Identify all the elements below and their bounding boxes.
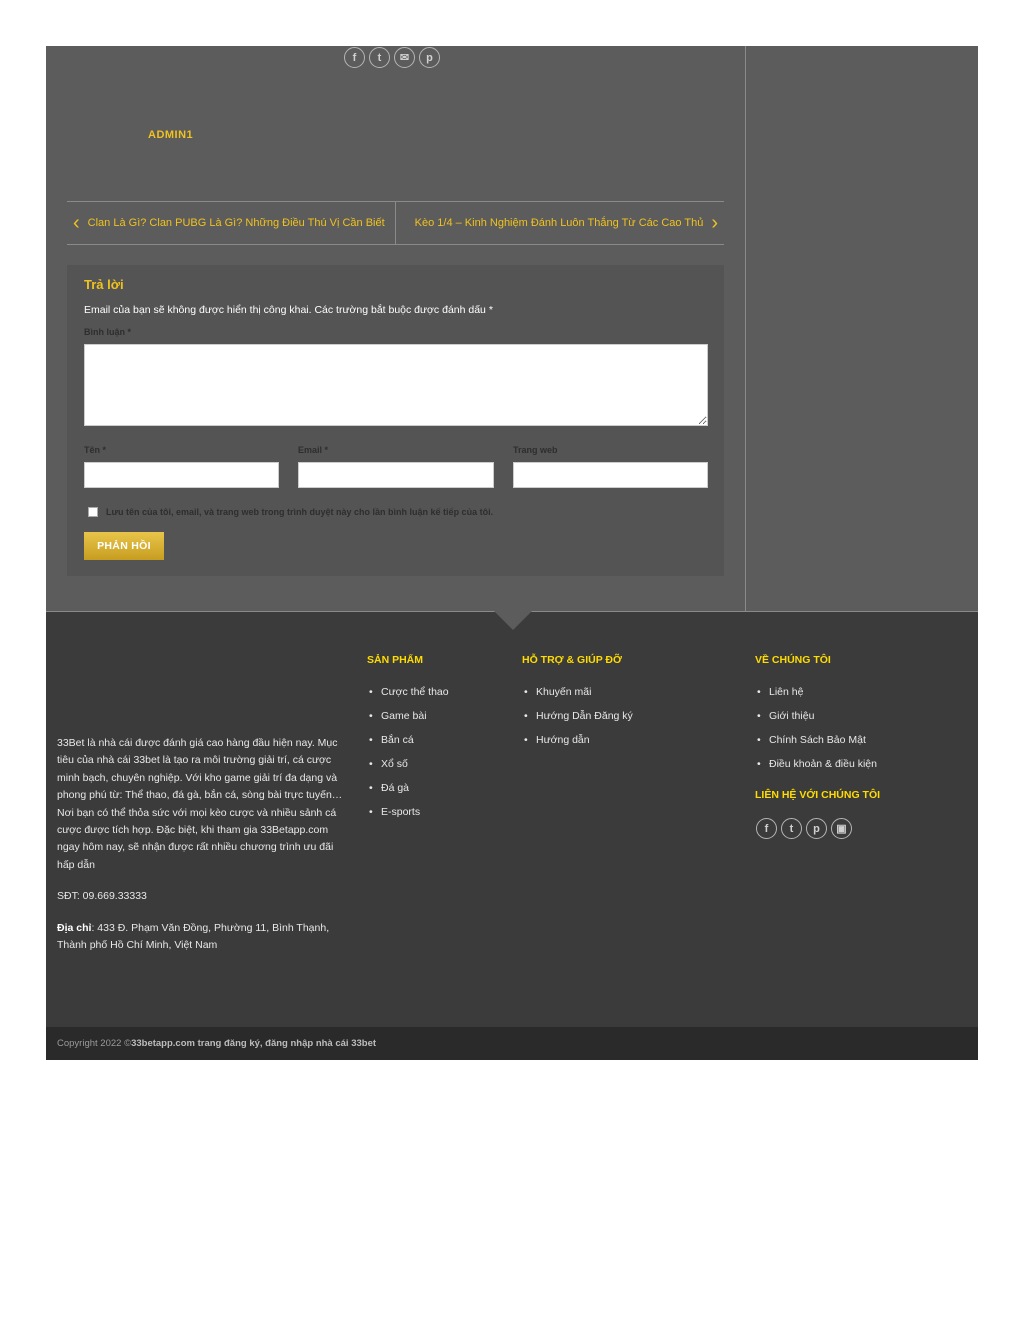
- about-us-item[interactable]: • Giới thiệu: [755, 708, 877, 732]
- main-area: [46, 46, 978, 611]
- support-list: [522, 684, 633, 756]
- prev-post-link[interactable]: [67, 202, 396, 244]
- reply-title: Trả lời: [84, 277, 124, 292]
- website-label: Trang web: [513, 445, 558, 455]
- name-input[interactable]: [84, 462, 279, 488]
- products-item[interactable]: • Xổ số: [367, 756, 449, 780]
- copyright-site-link[interactable]: 33betapp.com trang đăng ký, đăng nhập nhà cái 33bet: [131, 1038, 377, 1049]
- about-us-item[interactable]: • Điều khoản & điều kiện: [755, 756, 877, 780]
- email-input[interactable]: [298, 462, 494, 488]
- cookie-consent[interactable]: [88, 507, 493, 517]
- facebook-icon[interactable]: f: [344, 47, 365, 68]
- facebook-icon[interactable]: f: [756, 818, 777, 839]
- support-title: HỖ TRỢ & GIÚP ĐỠ: [522, 654, 622, 666]
- footer-notch: [494, 611, 532, 630]
- email-label-text: Email: [298, 445, 323, 455]
- about-text: 33Bet là nhà cái được đánh giá cao hàng đầu hiện nay. Mục tiêu của nhà cái 33bet là tạo ra môi trường giải trí, cá cược minh bạch, chuyên nghiệp. Với kho game giải trí đa dạng và phong phú từ: Thể thao, đá gà, bắn cá, sòng bài trực tuyến… Nơi bạn có thể thỏa sức với mọi kèo cược và nhiều sảnh cá cược được tích hợp. Đặc biệt, khi tham gia 33Betapp.com ngay hôm nay, sẽ nhận được rất nhiều chương trình ưu đãi hấp dẫn: [57, 737, 343, 871]
- page: [46, 46, 978, 1049]
- products-item[interactable]: • E-sports: [367, 804, 449, 828]
- about-us-item[interactable]: • Chính Sách Bảo Mật: [755, 732, 877, 756]
- cookie-checkbox[interactable]: [88, 507, 98, 517]
- products-item[interactable]: • Game bài: [367, 708, 449, 732]
- share-icons: [344, 47, 440, 68]
- products-list: [367, 684, 449, 828]
- sidebar: [746, 46, 978, 611]
- address: [57, 920, 352, 955]
- products-item[interactable]: • Đá gà: [367, 780, 449, 804]
- about-us-list: [755, 684, 877, 780]
- phone-text: SĐT: 09.669.33333: [57, 890, 147, 903]
- footer: [46, 611, 978, 1030]
- author-name[interactable]: ADMIN1: [148, 129, 194, 141]
- contact-title: LIÊN HỆ VỚI CHÚNG TÔI: [755, 789, 881, 801]
- reply-form: [67, 265, 724, 576]
- about-us-title: VỀ CHÚNG TÔI: [755, 654, 831, 666]
- products-item[interactable]: • Cược thể thao: [367, 684, 449, 708]
- address-label: Địa chỉ: [57, 921, 92, 934]
- required-mark: *: [102, 445, 107, 455]
- name-label-text: Tên: [84, 445, 101, 455]
- comment-textarea[interactable]: [84, 344, 708, 426]
- support-item[interactable]: • Hướng dẫn: [522, 732, 633, 756]
- support-item[interactable]: • Khuyến mãi: [522, 684, 633, 708]
- required-mark: *: [324, 445, 329, 455]
- twitch-icon[interactable]: ▣: [831, 818, 852, 839]
- twitter-icon[interactable]: t: [781, 818, 802, 839]
- pinterest-icon[interactable]: p: [419, 47, 440, 68]
- twitter-icon[interactable]: t: [369, 47, 390, 68]
- chevron-right-icon: ›: [711, 212, 718, 234]
- email-label: [298, 445, 328, 455]
- footer-about: [57, 735, 352, 968]
- next-post-link[interactable]: [396, 202, 724, 244]
- copyright-bar: [46, 1027, 978, 1060]
- prev-post-label: Clan Là Gì? Clan PUBG Là Gì? Những Điều Thú Vị Cần Biết: [87, 217, 385, 229]
- address-text: : 433 Đ. Phạm Văn Đồng, Phường 11, Bình Thạnh, Thành phố Hồ Chí Minh, Việt Nam: [57, 921, 330, 952]
- required-mark: *: [127, 327, 132, 337]
- copyright-prefix: Copyright 2022 ©: [57, 1038, 132, 1049]
- contact-icons: [756, 818, 852, 839]
- next-post-label: Kèo 1/4 – Kinh Nghiệm Đánh Luôn Thắng Từ Các Cao Thủ: [414, 217, 704, 229]
- pinterest-icon[interactable]: p: [806, 818, 827, 839]
- comment-label-text: Bình luận: [84, 327, 125, 337]
- products-item[interactable]: • Bắn cá: [367, 732, 449, 756]
- comment-notes: Email của bạn sẽ không được hiển thị công khai. Các trường bắt buộc được đánh dấu *: [84, 304, 493, 316]
- support-item[interactable]: • Hướng Dẫn Đăng ký: [522, 708, 633, 732]
- comment-label: [84, 327, 131, 337]
- post-content: [46, 46, 746, 611]
- cookie-consent-label: Lưu tên của tôi, email, và trang web trong trình duyệt này cho lần bình luận kế tiếp của tôi.: [106, 507, 494, 517]
- post-navigation: [67, 201, 724, 245]
- chevron-left-icon: ‹: [73, 212, 80, 234]
- submit-button[interactable]: PHẢN HỒI: [84, 532, 164, 560]
- about-us-item[interactable]: • Liên hệ: [755, 684, 877, 708]
- email-icon[interactable]: ✉: [394, 47, 415, 68]
- name-label: [84, 445, 106, 455]
- website-input[interactable]: [513, 462, 708, 488]
- products-title: SẢN PHẨM: [367, 654, 424, 666]
